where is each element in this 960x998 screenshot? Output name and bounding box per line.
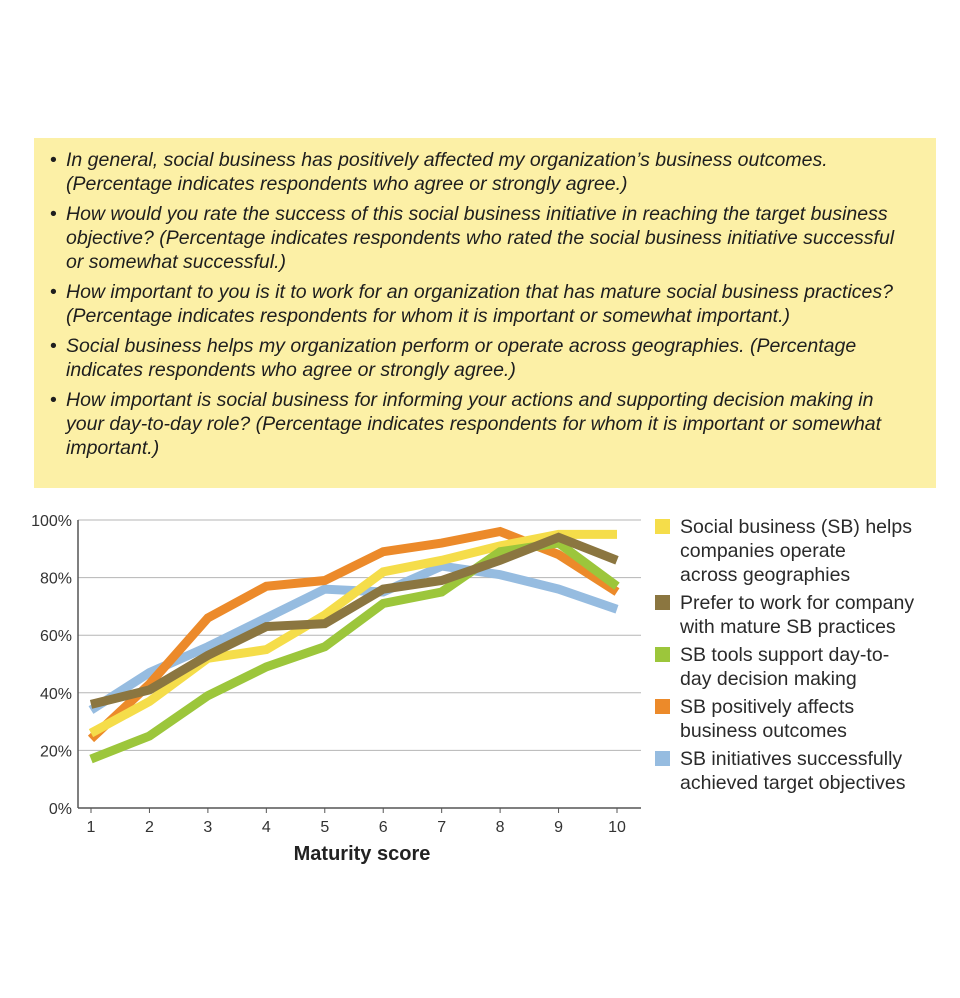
- x-axis-label: Maturity score: [293, 843, 431, 865]
- x-tick-label: 8: [495, 819, 505, 836]
- legend-item: [655, 747, 955, 795]
- legend-label-line: business outcomes: [680, 720, 847, 742]
- x-tick-label: 1: [86, 819, 96, 836]
- legend-swatch: [655, 751, 670, 766]
- note-item: [50, 202, 916, 274]
- note-item: [50, 280, 916, 328]
- legend-item: [655, 643, 955, 691]
- bullet: •: [50, 281, 57, 303]
- legend-swatch: [655, 519, 670, 534]
- note-text: In general, social business has positively affected my organization’s business outcomes. (Percentage indicates respondents who agree or strongly agree.): [66, 149, 828, 195]
- legend-label-line: companies operate: [680, 540, 846, 562]
- y-tick-label: 40%: [39, 685, 72, 703]
- legend-label-line: SB positively affects: [680, 696, 855, 718]
- y-tick-label: 20%: [39, 743, 72, 761]
- legend-swatch: [655, 647, 670, 662]
- x-tick-label: 9: [554, 819, 564, 836]
- legend-item: [655, 591, 955, 639]
- x-tick-label: 7: [437, 819, 447, 836]
- legend-label-line: SB initiatives successfully: [680, 748, 903, 770]
- note-text: How important to you is it to work for an organization that has mature social business practices? (Percentage indicates respondents for whom it is important or somewhat important.): [66, 281, 893, 327]
- series-lines: [91, 532, 617, 760]
- x-tick-label: 5: [320, 819, 330, 836]
- note-text: How would you rate the success of this social business initiative in reaching the target business objective? (Percentage indicates respondents who rated the social business initiative successful or somewhat successful.): [66, 203, 895, 273]
- x-tick-label: 6: [378, 819, 388, 836]
- y-tick-label: 100%: [31, 513, 72, 530]
- note-text: How important is social business for informing your actions and supporting decision making in your day-to-day role? (Percentage indicates respondents for whom it is important or somewhat important.): [66, 389, 882, 459]
- bullet: •: [50, 203, 57, 225]
- bullet: •: [50, 149, 57, 171]
- y-tick-label: 80%: [39, 570, 72, 588]
- legend-swatch: [655, 595, 670, 610]
- legend-label-line: Prefer to work for company: [680, 592, 915, 614]
- bullet: •: [50, 335, 57, 357]
- x-tick-label: 3: [203, 819, 213, 836]
- legend-label-line: SB tools support day-to-: [680, 644, 890, 666]
- note-item: [50, 334, 916, 382]
- y-tick-label: 60%: [39, 628, 72, 646]
- note-item: [50, 148, 916, 196]
- y-tick-label: 0%: [48, 801, 72, 818]
- note-item: [50, 388, 916, 460]
- x-axis-ticks: [87, 808, 626, 836]
- legend-label-line: Social business (SB) helps: [680, 516, 912, 538]
- legend-label-line: day decision making: [680, 668, 857, 690]
- legend-swatch: [655, 699, 670, 714]
- note-text: Social business helps my organization perform or operate across geographies. (Percentage indicates respondents who agree or strongly agree.): [66, 335, 857, 381]
- legend-label-line: with mature SB practices: [680, 616, 896, 638]
- x-tick-label: 2: [144, 819, 154, 836]
- legend-label-line: across geographies: [680, 564, 851, 586]
- notes-list: [50, 148, 916, 460]
- line-chart: [0, 490, 650, 880]
- legend: [655, 515, 955, 799]
- notes-panel: [34, 138, 936, 488]
- legend-item: [655, 515, 955, 587]
- series-line: [91, 543, 617, 759]
- legend-label-line: achieved target objectives: [680, 772, 906, 794]
- y-axis-ticks: [31, 513, 72, 818]
- legend-item: [655, 695, 955, 743]
- bullet: •: [50, 389, 57, 411]
- x-tick-label: 4: [261, 819, 271, 836]
- x-tick-label: 10: [608, 819, 626, 836]
